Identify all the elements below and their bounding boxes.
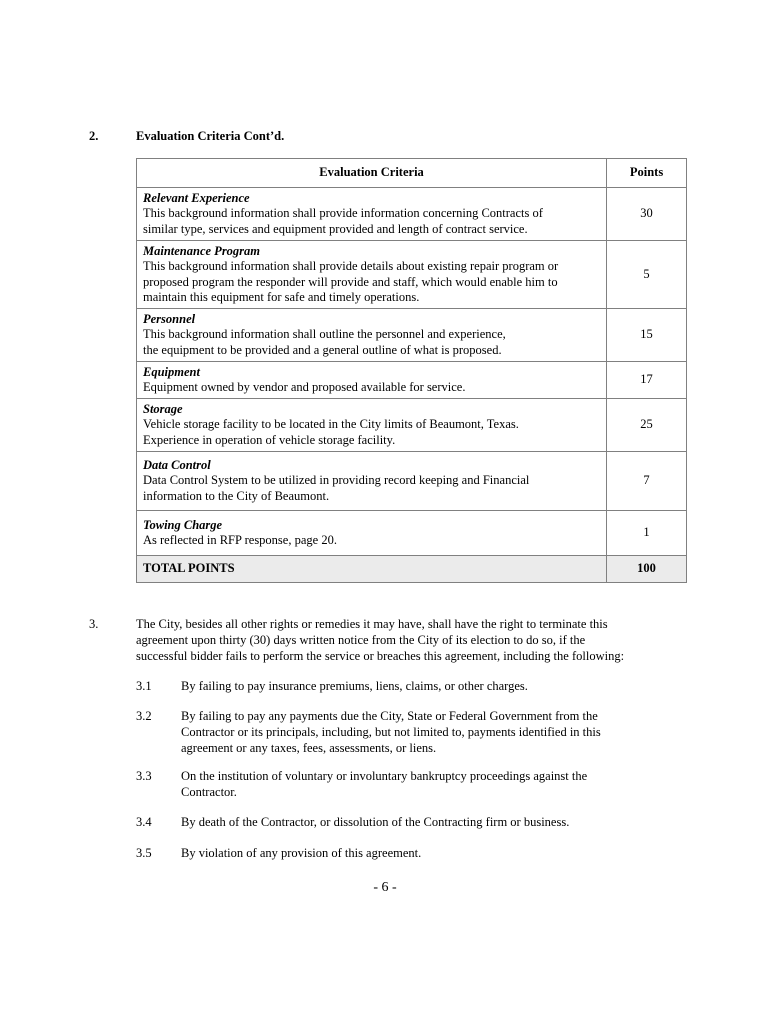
criteria-cell — [137, 188, 607, 241]
subclause-number: 3.3 — [136, 769, 152, 783]
points-cell: 15 — [607, 309, 687, 362]
subclause-number: 3.2 — [136, 709, 152, 723]
section-3-text — [136, 616, 684, 664]
header-criteria: Evaluation Criteria — [137, 159, 607, 188]
table-header-row — [137, 159, 687, 188]
subclause-number: 3.1 — [136, 679, 152, 693]
table-row — [137, 452, 687, 511]
criteria-line: similar type, services and equipment provided and length of contract service. — [143, 221, 528, 236]
subclause-line: On the institution of voluntary or involuntary bankruptcy proceedings against the — [181, 769, 588, 783]
criteria-cell — [137, 241, 607, 309]
points-cell: 1 — [607, 511, 687, 556]
criteria-line: This background information shall provide information concerning Contracts of — [143, 206, 543, 221]
criteria-title: Data Control — [143, 457, 211, 472]
table-row — [137, 399, 687, 452]
total-label: TOTAL POINTS — [137, 556, 607, 583]
header-points: Points — [607, 159, 687, 188]
paragraph-line: successful bidder fails to perform the service or breaches this agreement, including the following: — [136, 649, 625, 663]
section-number: 3. — [89, 617, 99, 631]
criteria-line: Vehicle storage facility to be located in the City limits of Beaumont, Texas. — [143, 417, 519, 432]
subclause-number: 3.4 — [136, 815, 152, 829]
subclause-line: By failing to pay any payments due the City, State or Federal Government from the — [181, 709, 598, 723]
subclause-text — [181, 678, 651, 694]
subclause-line: By violation of any provision of this agreement. — [181, 846, 422, 860]
paragraph-line: agreement upon thirty (30) days written notice from the City of its election to do so, if the — [136, 633, 586, 647]
total-row — [137, 556, 687, 583]
total-points: 100 — [607, 556, 687, 583]
subclause-line: By failing to pay insurance premiums, liens, claims, or other charges. — [181, 679, 528, 693]
criteria-title: Storage — [143, 401, 183, 416]
subclause-text — [181, 845, 651, 861]
points-cell: 17 — [607, 362, 687, 399]
points-cell: 30 — [607, 188, 687, 241]
points-cell: 5 — [607, 241, 687, 309]
section-title: Evaluation Criteria Cont’d. — [136, 129, 285, 143]
criteria-line: As reflected in RFP response, page 20. — [143, 533, 337, 547]
subclause-text — [181, 708, 651, 756]
criteria-title: Relevant Experience — [143, 190, 250, 205]
criteria-title: Personnel — [143, 311, 196, 326]
criteria-line: Equipment owned by vendor and proposed available for service. — [143, 380, 466, 394]
criteria-line: the equipment to be provided and a general outline of what is proposed. — [143, 342, 502, 357]
section-number: 2. — [89, 129, 99, 143]
criteria-line: This background information shall provide details about existing repair program or — [143, 259, 559, 273]
subclause-text — [181, 814, 651, 830]
table-row — [137, 309, 687, 362]
criteria-cell — [137, 309, 607, 362]
points-cell: 7 — [607, 452, 687, 511]
table-row — [137, 188, 687, 241]
paragraph-line: The City, besides all other rights or remedies it may have, shall have the right to terminate this — [136, 617, 608, 631]
criteria-line: information to the City of Beaumont. — [143, 488, 330, 503]
subclause-line: agreement or any taxes, fees, assessments, or liens. — [181, 741, 437, 755]
criteria-line: This background information shall outline the personnel and experience, — [143, 327, 506, 342]
criteria-line: proposed program the responder will provide and staff, which would enable him to — [143, 274, 558, 289]
criteria-line: Experience in operation of vehicle storage facility. — [143, 432, 396, 447]
points-cell: 25 — [607, 399, 687, 452]
table-row — [137, 362, 687, 399]
subclause-text — [181, 768, 651, 800]
subclause-line: By death of the Contractor, or dissolution of the Contracting firm or business. — [181, 815, 570, 829]
criteria-cell — [137, 362, 607, 399]
page-number: - 6 - — [373, 880, 397, 895]
subclause-line: Contractor. — [181, 785, 237, 799]
evaluation-criteria-table — [136, 158, 687, 583]
criteria-cell — [137, 511, 607, 556]
subclause-line: Contractor or its principals, including, but not limited to, payments identified in this — [181, 725, 601, 739]
table-row — [137, 241, 687, 309]
table-row — [137, 511, 687, 556]
criteria-line: Data Control System to be utilized in providing record keeping and Financial — [143, 473, 530, 488]
criteria-line: maintain this equipment for safe and timely operations. — [143, 290, 420, 304]
criteria-cell — [137, 399, 607, 452]
subclause-number: 3.5 — [136, 846, 152, 860]
criteria-title: Maintenance Program — [143, 243, 261, 258]
criteria-title: Equipment — [143, 364, 200, 379]
criteria-cell — [137, 452, 607, 511]
criteria-title: Towing Charge — [143, 517, 223, 532]
